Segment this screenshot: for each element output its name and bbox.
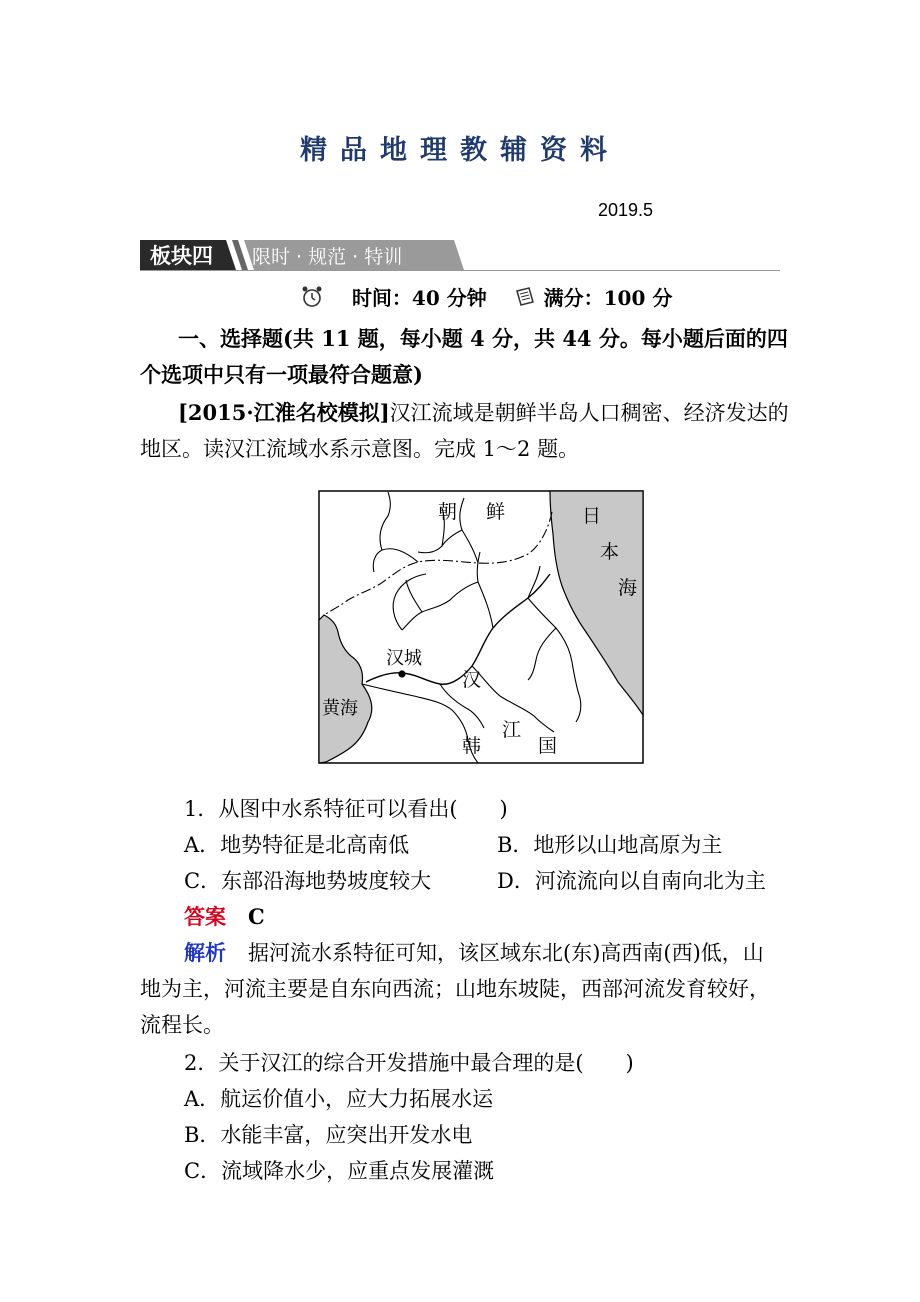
date-label: 2019.5: [598, 200, 654, 220]
q1-option-a: A．地势特征是北高南低: [184, 833, 410, 857]
seoul-marker: [398, 670, 405, 677]
q1-analysis-line-2: 地为主，河流主要是自东向西流；山地东坡陡，西部河流发育较好，: [140, 977, 770, 1001]
map-label-chaoxian-1: 朝: [438, 501, 458, 523]
analysis-label: 解析: [184, 940, 226, 965]
q2-option-b: B．水能丰富，应突出开发水电: [184, 1123, 473, 1147]
time-limit: 时间：40 分钟: [351, 286, 487, 310]
map-label-riben-3: 海: [618, 577, 638, 599]
map-label-jiang: 江: [502, 719, 522, 741]
document-title: 精品地理教辅资料: [300, 135, 620, 166]
intro-line-2: 地区。读汉江流域水系示意图。完成 1～2 题。: [140, 437, 580, 461]
intro-line-1: [178, 396, 789, 430]
map-label-huanghai: 黄海: [322, 698, 358, 719]
map-label-hancheng: 汉城: [386, 648, 422, 669]
section-banner: [140, 238, 780, 272]
intro-text: 汉江流域是朝鲜半岛人口稠密、经济发达的: [389, 401, 789, 425]
map-label-korea-2: 国: [538, 735, 558, 757]
section-header-line-2: 个选项中只有一项最符合题意): [140, 362, 423, 387]
q1-answer: [184, 900, 265, 934]
map-label-korea-1: 韩: [462, 735, 482, 757]
clock-icon: [300, 285, 324, 309]
full-score: 满分：100 分: [543, 286, 673, 310]
q1-analysis-line-3: 流程长。: [140, 1013, 224, 1037]
banner-block-label: 板块四: [150, 244, 213, 268]
question-source: [2015·江淮名校模拟]: [178, 400, 390, 425]
q2-option-c: C．流域降水少，应重点发展灌溉: [184, 1159, 495, 1183]
q1-option-d: D．河流流向以自南向北为主: [497, 869, 766, 893]
section-header-line-1: 一、选择题(共 11 题，每小题 4 分，共 44 分。每小题后面的四: [178, 326, 788, 351]
q1-option-c: C．东部沿海地势坡度较大: [184, 869, 432, 893]
exam-meta: [300, 282, 672, 311]
q1-option-b: B．地形以山地高原为主: [497, 833, 723, 857]
q1-analysis-line-1: [184, 936, 764, 970]
answer-label: 答案: [184, 904, 226, 929]
banner-subtitle: 限时 · 规范 · 特训: [252, 246, 403, 268]
q2-option-a: A．航运价值小，应大力拓展水运: [184, 1087, 494, 1111]
q2-stem: 2．关于汉江的综合开发措施中最合理的是( ): [184, 1051, 634, 1075]
map-label-han: 汉: [462, 669, 482, 691]
map-label-riben-2: 本: [600, 541, 620, 563]
q1-stem: 1．从图中水系特征可以看出( ): [184, 797, 508, 821]
paper-icon: [513, 285, 537, 309]
answer-value: C: [248, 904, 265, 929]
map-label-chaoxian-2: 鲜: [486, 501, 506, 523]
han-river-map: [318, 490, 644, 764]
map-label-riben-1: 日: [582, 505, 602, 527]
analysis-text-1: 据河流水系特征可知，该区域东北(东)高西南(西)低，山: [248, 941, 764, 965]
